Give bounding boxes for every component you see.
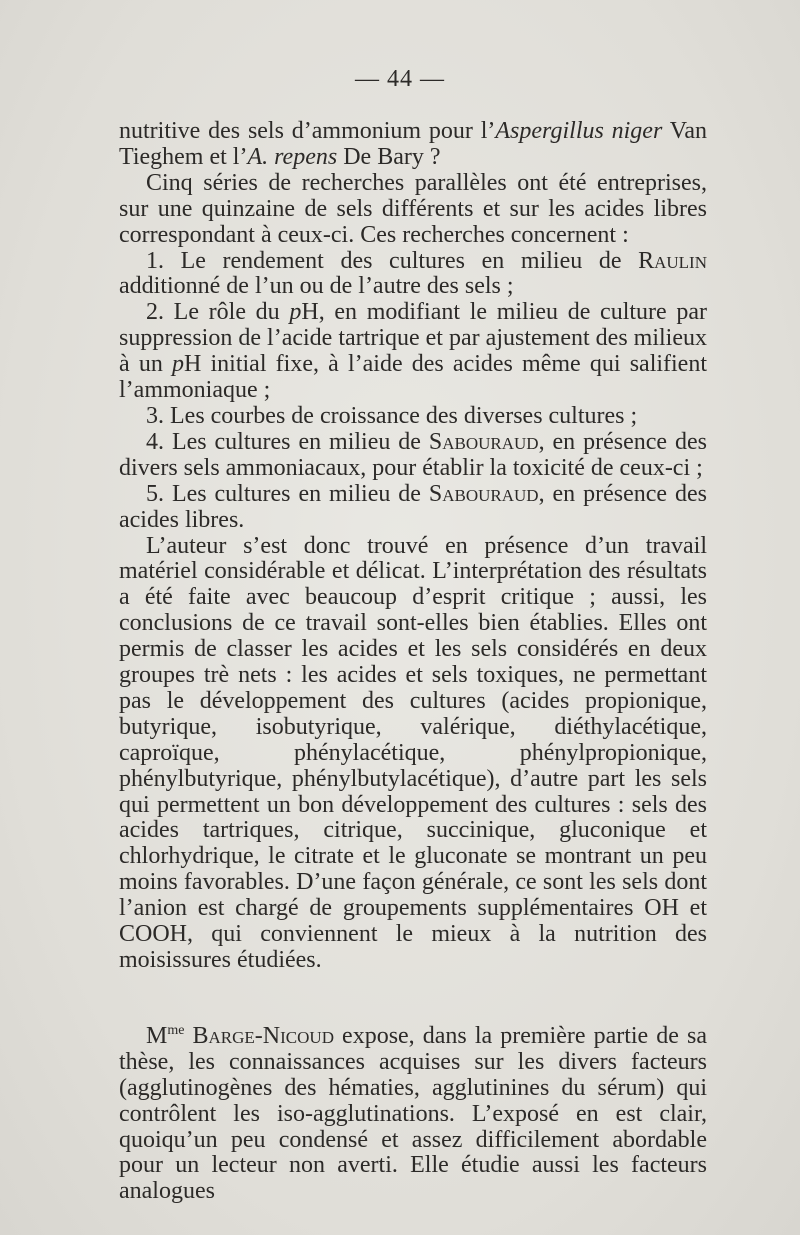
body-text [119, 119, 707, 1205]
paragraph-barge-nicoud: $M^{me}$ Barge-Nicoud expose, dans la première partie de sa thèse, les connaissances acquises sur les divers facteurs (agglutinogènes des hématies, agglutinines du sérum) qui contrôlent les iso-agglutinations. L’exposé en est clair, quoiqu’un peu condensé et assez difficilement abordable pour un lecteur non averti. Elle étudie aussi les facteurs analogues [119, 1022, 707, 1205]
list-item-3: 3. Les courbes de croissance des diverses cultures ; [146, 402, 638, 429]
page-number: — 44 — [355, 66, 445, 92]
list-item-5: 5. Les cultures en milieu de Sabouraud, en présence des acides libres. [119, 480, 707, 533]
list-item-4: 4. Les cultures en milieu de Sabouraud, en présence des divers sels ammoniacaux, pour établir la toxicité de ceux-ci ; [119, 428, 707, 481]
paragraph-conclusion: L’auteur s’est donc trouvé en présence d’un travail matériel considérable et délicat. L’interprétation des résultats a été faite avec beaucoup d’esprit critique ; aussi, les conclusions de ce travail sont-elles bien établies. Elles ont permis de classer les acides et les sels considérés en deux groupes trè nets : les acides et sels toxiques, ne permettant pas le développement des cultures (acides propionique, butyrique, isobutyrique, valérique, diéthylacétique, caproïque, phénylacétique, phénylpropionique, phénylbutyrique, phénylbutylacétique), d’autre part les sels qui permettent un bon développement des cultures : sels des acides tartriques, citrique, succinique, gluconique et chlorhydrique, le citrate et le gluconate se montrant un peu moins favorables. D’une façon générale, ce sont les sels dont l’anion est chargé de groupements supplémentaires OH et COOH, qui conviennent le mieux à la nutrition des moisissures étudiées. [119, 532, 707, 973]
list-item-1: 1. Le rendement des cultures en milieu de Raulin additionné de l’un ou de l’autre des sels ; [119, 247, 707, 300]
paragraph-1: nutritive des sels d’ammonium pour l’Aspergillus niger Van Tieghem et l’A. repens De Bary ? [119, 118, 708, 170]
list-item-2: 2. Le rôle du pH, en modifiant le milieu de culture par suppression de l’acide tartrique et par ajustement des milieux à un pH initial fixe, à l’aide des acides même qui salifient l’ammoniaque ; [119, 299, 708, 404]
paragraph-2: Cinq séries de recherches parallèles ont été entreprises, sur une quinzaine de sels différents et sur les acides libres correspondant à ceux-ci. Ces recherches concernent : [119, 169, 707, 248]
paragraph-gap [119, 974, 707, 1018]
